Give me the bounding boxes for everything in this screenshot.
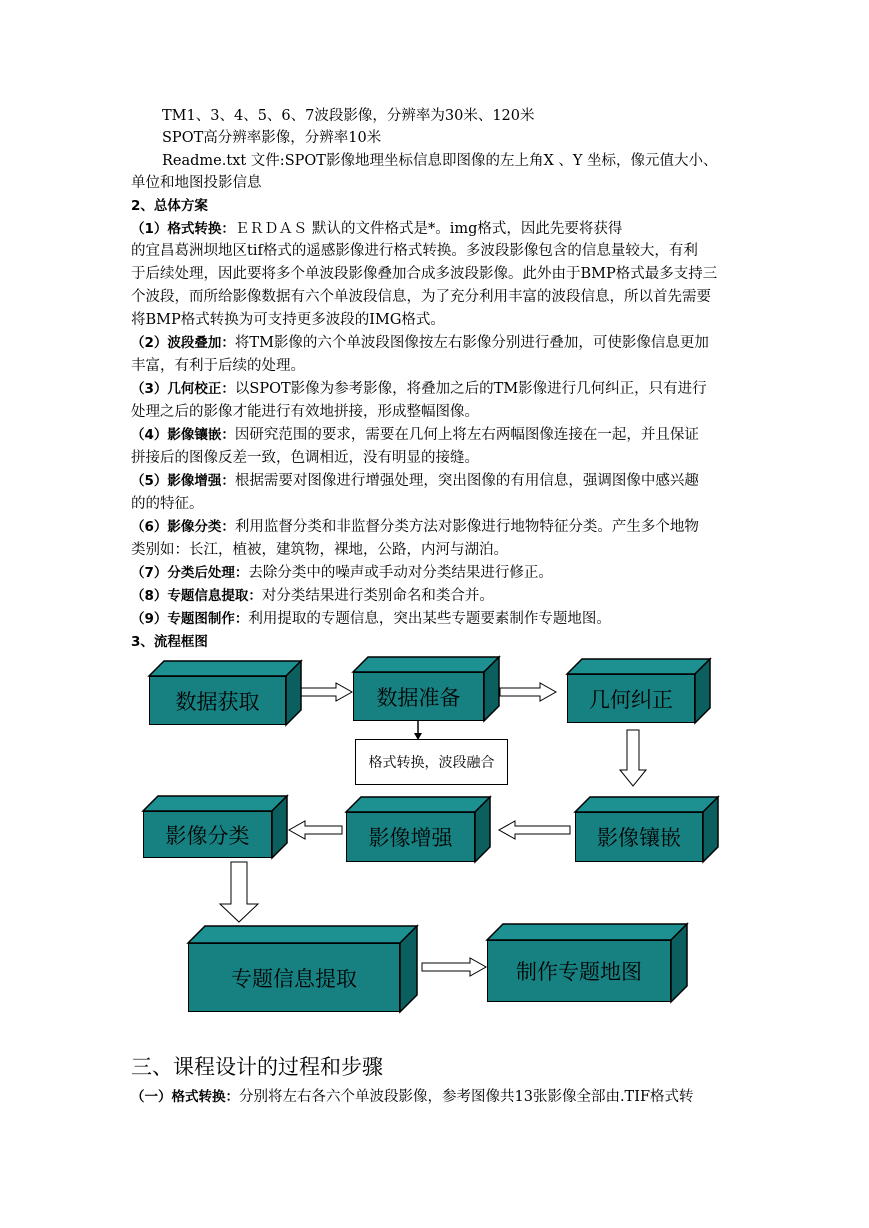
- item-1-label: （1）格式转换：: [131, 221, 235, 237]
- arrow-mosaic-to-enhance: [499, 821, 570, 839]
- flow-label-classify: 影像分类: [143, 811, 272, 858]
- flow-box-extract: [188, 926, 417, 1012]
- item-6-line-2: 类别如：长江，植被，建筑物，裸地，公路，内河与湖泊。: [131, 542, 508, 558]
- item-1-line-3: 于后续处理，因此要将多个单波段影像叠加合成多波段影像。此外由于BMP格式最多支持三: [131, 266, 718, 282]
- item-1-line-5: 将BMP格式转换为可支持更多波段的IMG格式。: [131, 312, 445, 328]
- item-2-text: 将TM影像的六个单波段图像按左右影像分别进行叠加，可使影像信息更加: [234, 335, 709, 351]
- item-3-text: 以SPOT影像为参考影像，将叠加之后的TM影像进行几何纠正，只有进行: [234, 381, 707, 397]
- flow-box-acquire: [149, 661, 301, 725]
- item-3-label: （3）几何校正：: [131, 381, 235, 397]
- flow-label-geocorrect: 几何纠正: [567, 674, 695, 723]
- item-9-label: （9）专题图制作：: [131, 611, 249, 627]
- flow-label-acquire: 数据获取: [149, 676, 286, 725]
- chapter3-item-1-label: （一）格式转换：: [131, 1089, 239, 1105]
- arrow-extract-to-mapmake: [422, 958, 486, 976]
- item-9-text: 利用提取的专题信息，突出某些专题要素制作专题地图。: [248, 611, 611, 627]
- item-1-line-2: 的宜昌葛洲坝地区tif格式的遥感影像进行格式转换。多波段影像包含的信息量较大，有利: [131, 243, 698, 259]
- item-8-text: 对分类结果进行类别命名和类合并。: [261, 588, 494, 604]
- item-6-text: 利用监督分类和非监督分类方法对影像进行地物特征分类。产生多个地物: [234, 519, 699, 535]
- section-heading-3: 3、流程框图: [131, 634, 208, 650]
- item-1-line-4: 个波段，而所给影像数据有六个单波段信息，为了充分利用丰富的波段信息，所以首先需要: [131, 289, 711, 305]
- item-3-line-2: 处理之后的影像才能进行有效地拼接，形成整幅图像。: [131, 404, 479, 420]
- arrow-prepare-to-geocorrect: [500, 683, 556, 701]
- flow-label-extract: 专题信息提取: [188, 943, 400, 1012]
- intro-line-1: TM1、3、4、5、6、7波段影像，分辨率为30米、120米: [162, 108, 535, 124]
- arrow-enhance-to-classify: [289, 821, 342, 839]
- flow-box-enhance: [346, 797, 490, 862]
- intro-line-3: Readme.txt 文件:SPOT影像地理坐标信息即图像的左上角X 、Y 坐标，像元值大小、: [162, 153, 718, 169]
- chapter3-item-1-text: 分别将左右各六个单波段影像，参考图像共13张影像全部由.TIF格式转: [239, 1089, 694, 1105]
- item-4-label: （4）影像镶嵌：: [131, 427, 235, 443]
- item-7-text: 去除分类中的噪声或手动对分类结果进行修正。: [248, 565, 553, 581]
- item-2-label: （2）波段叠加：: [131, 335, 235, 351]
- arrow-classify-to-extract: [220, 862, 258, 922]
- arrow-acquire-to-prepare: [300, 683, 352, 701]
- flow-box-prepare: [353, 657, 499, 721]
- item-4-line-2: 拼接后的图像反差一致，色调相近，没有明显的接缝。: [131, 450, 479, 466]
- chapter-heading-3: 三、课程设计的过程和步骤: [131, 1055, 383, 1079]
- intro-line-4: 单位和地图投影信息: [131, 175, 262, 191]
- flow-box-geocorrect: [567, 659, 710, 723]
- flow-label-mapmake: 制作专题地图: [487, 940, 671, 1002]
- item-6-label: （6）影像分类：: [131, 519, 235, 535]
- flow-label-prepare: 数据准备: [353, 672, 484, 721]
- flow-note-format: 格式转换，波段融合: [355, 739, 508, 785]
- flow-label-mosaic: 影像镶嵌: [575, 812, 703, 862]
- item-5-label: （5）影像增强：: [131, 473, 235, 489]
- item-5-line-2: 的的特征。: [131, 496, 204, 512]
- flow-box-mapmake: [487, 924, 687, 1002]
- item-4-text: 因研究范围的要求，需要在几何上将左右两幅图像连接在一起，并且保证: [234, 427, 699, 443]
- item-1-text: ＥＲＤＡＳ 默认的文件格式是*。img格式，因此先要将获得: [234, 221, 623, 237]
- item-5-text: 根据需要对图像进行增强处理，突出图像的有用信息，强调图像中感兴趣: [234, 473, 699, 489]
- item-8-label: （8）专题信息提取：: [131, 588, 262, 604]
- item-2-line-2: 丰富，有利于后续的处理。: [131, 358, 305, 374]
- flow-box-classify: [143, 796, 287, 858]
- item-7-label: （7）分类后处理：: [131, 565, 249, 581]
- flow-label-enhance: 影像增强: [346, 812, 475, 862]
- flow-box-mosaic: [575, 797, 718, 862]
- intro-line-2: SPOT高分辨率影像，分辨率10米: [162, 130, 382, 146]
- section-heading-2: 2、总体方案: [131, 198, 208, 214]
- arrow-geocorrect-to-mosaic: [620, 730, 646, 786]
- chapter3-item-1: [131, 1087, 694, 1107]
